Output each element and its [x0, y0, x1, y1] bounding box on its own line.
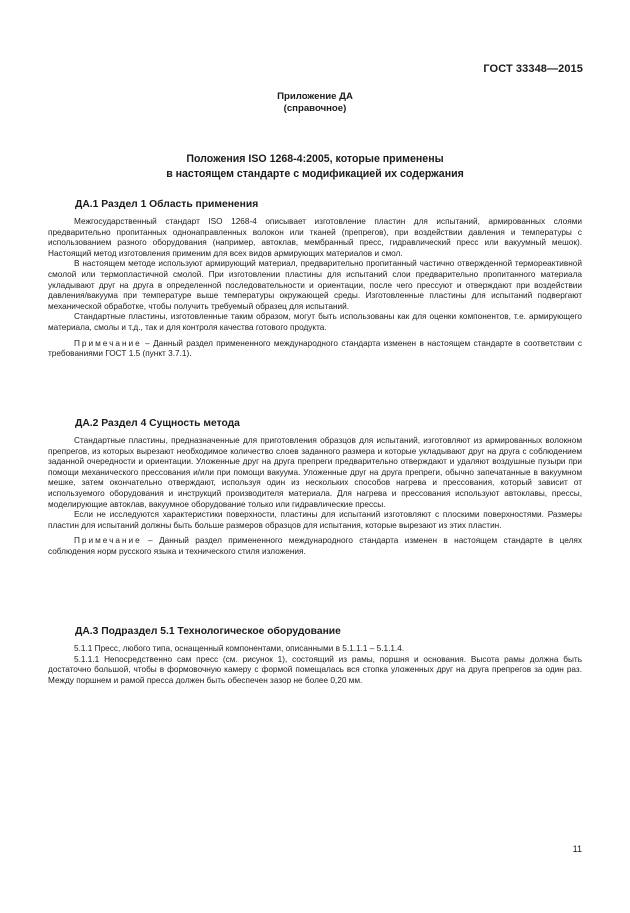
section-da2-paragraph-2: Если не исследуются характеристики поверхности, пластины для испытаний изготовляют с плоскими поверхностями. Размеры пластин для испытаний должны быть больше размеров образцов для испытания, которые вырезают из этих пластин. — [48, 510, 582, 530]
section-da2-paragraph-1: Стандартные пластины, предназначенные для приготовления образцов для испытаний, изготовляют из армированных волокном препрегов, из которых вырезают необходимое количество слоев заданного размера и которые укладывают друг на друга с соблюдением заданной очередности и ориентации. Уложенные друг на друга препреги предварительно отверждают и удаляют воздушные пузыри при помощи механического прессования и/или при помощи вакуума. Уложенные друг на друга препреги, обычно запечатанные в вакуумном мешке, затем окончательно отверждают, используя один из нескольких способов нагрева и прессования, который зависит от используемого оборудования и инструкций производителя материала. Для нагрева и прессования используют автоклавы, прессы, моделирующие автоклав, вакуумное оборудование только или гидравлические прессы. — [48, 436, 582, 509]
section-da1-note — [48, 339, 582, 360]
document-code: ГОСТ 33348—2015 — [483, 63, 583, 75]
appendix-header — [0, 91, 630, 115]
section-da1-paragraph-3: Стандартные пластины, изготовленные таким образом, могут быть использованы как для оценки компонентов, т.е. армирующего материала, смолы и т.д., так и для контроля качества готового продукта. — [48, 312, 582, 332]
section-da2-heading: ДА.2 Раздел 4 Сущность метода — [75, 418, 240, 429]
section-da1-body — [48, 217, 582, 360]
section-da3-paragraph-2: 5.1.1.1 Непосредственно сам пресс (см. рисунок 1), состоящий из рамы, поршня и основания. Высота рамы должна быть достаточно большой, чтобы в формовочную камеру с формой помещалась вся стопка уложенных друг на друга препрегов за один раз. Между поршнем и рамой пресса должен быть обеспечен зазор не более 0,20 мм. — [48, 654, 582, 685]
page-number: 11 — [572, 844, 582, 854]
note-label: Примечание — [74, 338, 142, 348]
section-da3-paragraph-1: 5.1.1 Пресс, любого типа, оснащенный компонентами, описанными в 5.1.1.1 – 5.1.1.4. — [74, 644, 405, 653]
main-title — [0, 152, 630, 181]
main-title-line-2: в настоящем стандарте с модификацией их содержания — [166, 167, 464, 180]
section-da1-heading: ДА.1 Раздел 1 Область применения — [75, 199, 259, 210]
section-da1-paragraph-1: Межгосударственный стандарт ISO 1268-4 описывает изготовление пластин для испытаний, армированных слоями предварительно пропитанных однонаправленных волокон или тканей (препрегов), при воздействии давления и температуры с использованием разного оборудования (например, автоклав, мембранный пресс, гидравлический пресс или вакуумный мешок). Настоящий метод изготовления применим для всех видов армирующих материалов и смол. — [48, 217, 582, 258]
section-da3-heading: ДА.3 Подраздел 5.1 Технологическое оборудование — [75, 626, 341, 637]
section-da2-note — [48, 536, 582, 557]
section-da3-body — [48, 644, 582, 686]
section-da1-paragraph-2: В настоящем методе используют армирующий материал, предварительно пропитанный частично отвержденной термореактивной смолой или термопластичной смолой. При изготовлении пластины для испытаний слои предварительно пропитанного материала укладывают друг на друга в определенной последовательности и ориентации, после чего прессуют и отверждают при воздействии давления/вакуума при температуре выше температуры окружающей среды. Изготовленные пластины для испытаний подвергают механической обработке, чтобы получить требуемый образец для испытаний. — [48, 259, 582, 311]
note-text: – Данный раздел примененного международного стандарта изменен в настоящем стандарте в целях соблюдения норм русского языка и технического стиля изложения. — [48, 536, 582, 556]
note-text: – Данный раздел примененного международного стандарта изменен в настоящем стандарте в соответствии с требованиями ГОСТ 1.5 (пункт 3.7.1). — [48, 338, 582, 359]
section-da2-body — [48, 436, 582, 558]
appendix-title: Приложение ДА — [277, 91, 353, 102]
note-label: Примечание — [74, 536, 142, 546]
appendix-subtitle: (справочное) — [283, 103, 347, 114]
main-title-line-1: Положения ISO 1268-4:2005, которые применены — [186, 153, 444, 165]
